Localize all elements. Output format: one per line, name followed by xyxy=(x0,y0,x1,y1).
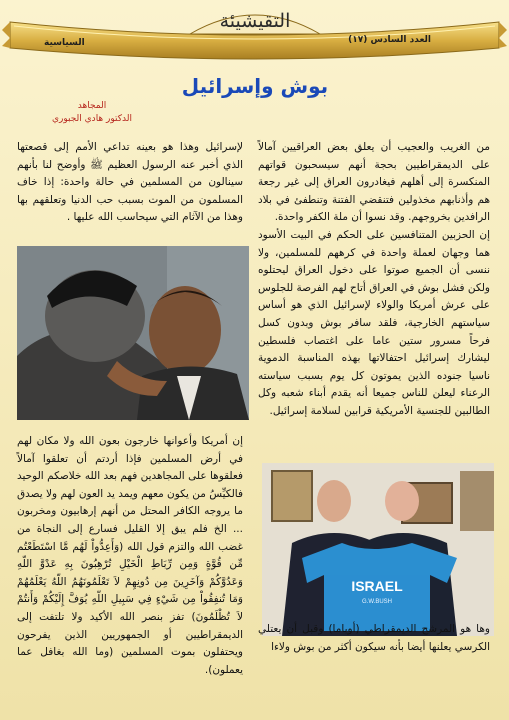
author-block xyxy=(22,100,162,126)
author-label: المجاهد xyxy=(77,101,107,111)
article-column-right-top: من الغريب والعجيب أن يعلق بعض العراقيين آمالاً على الديمقراطيين بحجة أنهم سيسحبون قواتهم المنكسرة إلى أهلهم فيغادرون العراق إلى غير رجعة هم وأذنابهم مخذولين فتنقضي الفتنة وتنطفئ في بلاد الرافدين بخروجهم. وقد نسوا أن ملة الكفر واحدة. إن الحزبين المتنافسين على الحكم في البيت الأسود هما وجهان لعملة واحدة في كرههم للمسلمين، ولا ننسى أن الجميع صوتوا على دخول العراق ليحتلوه ولكن فشل بوش في العراق أتاح لهم الفرصة للجلوس على عرش أمريكا والولاء لإسرائيل الذي هو أساس سياستهم الخارجية، فلقد سافر بوش وبدون كسل فرحاً مسرور ستين عاما على اغتصاب فلسطين ليشارك إسرائيل احتفالاتها بهذه المناسبة الدموية ناسيا جنوده الذين يموتون كل يوم بسبب سياسته الرعناء ليعلن للناس جميعا أنه يقدم أبناء شعبه وكل الطالبين للجنسية الأمريكية قرابين لسلامة إسرائيل. xyxy=(258,141,490,417)
shirt-subtext: G.W.BUSH xyxy=(361,599,393,605)
magazine-logo: التقيشيئة xyxy=(219,10,291,32)
issue-number: العدد السادس (١٧) xyxy=(348,35,431,45)
section-label: السياسية xyxy=(44,38,85,48)
shirt-text: ISRAEL xyxy=(351,578,403,594)
author-name: الدكتور هادي الجبوري xyxy=(51,114,133,124)
article-column-left-top: لإسرائيل وهذا هو بعينه تداعي الأمم إلى قصعتها الذي أخبر عنه الرسول العظيم ﷺ وأوضح لنا بأنهم سينالون من المسلمين في حالة واحدة: إذا خاف المسلمون من الموت بسبب حب الدنيا وتعلقهم بها وهذا من الآثام التي سيحاسب الله عليها . xyxy=(17,141,243,224)
article-column-left-bottom: إن أمريكا وأعوانها خارجون بعون الله ولا مكان لهم في أرض المسلمين فإذا أردتم أن تعلقوا آمالاً فعلقوها على المجاهدين فهم بعد الله خلاصكم الوحيد فالكيِّسُ من يكون معهم ويمد يد العون لهم ولا يصدق ما يروجه الكافر المحتل من أنهم إرهابيون ومخربون ... الخ فلم يبق إلا القليل فسارع إلى النجاة من غضب الله والتزم قول الله (وَأَعِدُّواْ لَهُم مَّا اسْتَطَعْتُم مِّن قُوَّةٍ وَمِن رِّبَاطِ الْخَيْلِ تُرْهِبُونَ بِهِ عَدْوَّ اللّهِ وَعَدُوَّكُمْ وَآخَرِينَ مِن دُونِهِمْ لاَ تَعْلَمُونَهُمُ اللّهُ يَعْلَمُهُمْ وَمَا تُنفِقُواْ مِن شَيْءٍ فِي سَبِيلِ اللّهِ يُوَفَّ إِلَيْكُمْ وَأَنتُمْ لاَ تُظْلَمُونَ) تفز بنصر الله الأكيد ولا تلتفت إلى الديمقراطيين أو الجمهوريين الذين يفرحون ويحتفلون بموت المسلمين (وما الله بغافل عما يعملون). xyxy=(17,435,243,676)
article-title: بوش وإسرائيل xyxy=(181,74,329,98)
article-column-right-bottom: وها هو المرشح الديمقراطي (أوباما) وقبل أن يعتلي الكرسي يعلنها أيضا بأنه سيكون أكثر من بوش ولاءا xyxy=(258,623,490,653)
embrace-photo xyxy=(17,246,249,420)
shirt-photo xyxy=(262,463,494,636)
